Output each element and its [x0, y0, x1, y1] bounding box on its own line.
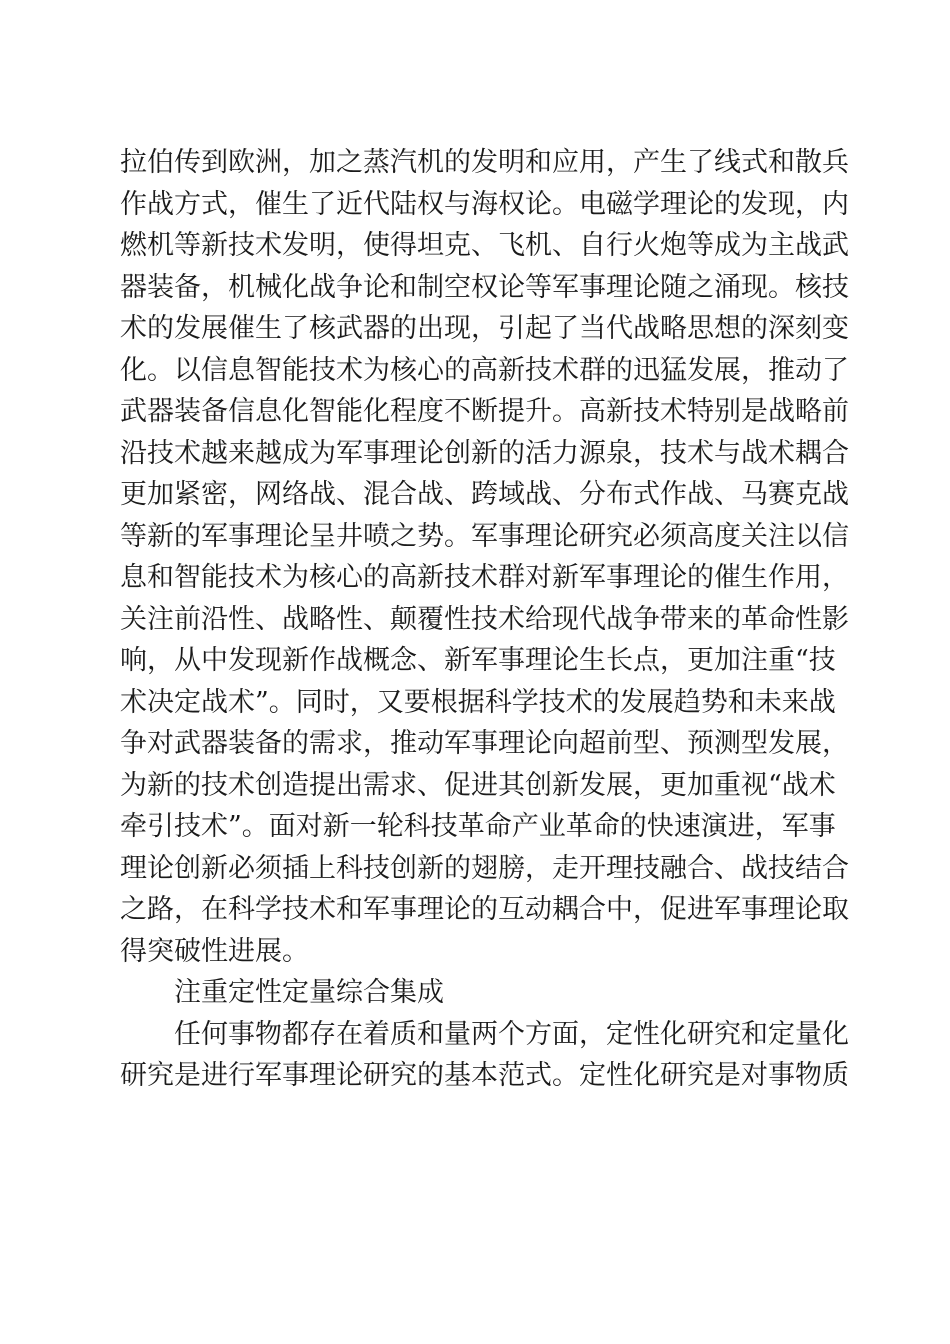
- paragraph-line: 息和智能技术为核心的高新技术群对新军事理论的催生作用，: [120, 562, 849, 593]
- paragraph-line: 武器装备信息化智能化程度不断提升。高新技术特别是战略前: [120, 396, 849, 427]
- paragraph-line: 器装备，机械化战争论和制空权论等军事理论随之涌现。核技: [120, 271, 849, 303]
- body-text: [120, 142, 849, 1097]
- paragraph-line: 牵引技术”。面对新一轮科技革命产业革命的快速演进，军事: [120, 811, 836, 842]
- paragraph-line: 研究是进行军事理论研究的基本范式。定性化研究是对事物质: [120, 1060, 849, 1091]
- paragraph-line: 得突破性进展。: [120, 935, 309, 967]
- paragraph-line: 拉伯传到欧洲，加之蒸汽机的发明和应用，产生了线式和散兵: [120, 147, 849, 178]
- paragraph-line: 争对武器装备的需求，推动军事理论向超前型、预测型发展，: [120, 728, 849, 759]
- paragraph-line: 为新的技术创造提出需求、促进其创新发展，更加重视“战术: [120, 769, 836, 801]
- paragraph-line: 关注前沿性、战略性、颠覆性技术给现代战争带来的革命性影: [120, 603, 849, 635]
- paragraph-line: 任何事物都存在着质和量两个方面，定性化研究和定量化: [174, 1018, 849, 1050]
- paragraph-line: 等新的军事理论呈井喷之势。军事理论研究必须高度关注以信: [120, 520, 849, 552]
- section-heading: 注重定性定量综合集成: [174, 977, 444, 1008]
- paragraph-line: 理论创新必须插上科技创新的翅膀，走开理技融合、战技结合: [120, 852, 849, 884]
- paragraph-1: [120, 142, 849, 972]
- paragraph-line: 术的发展催生了核武器的出现，引起了当代战略思想的深刻变: [120, 313, 849, 344]
- paragraph-line: 沿技术越来越成为军事理论创新的活力源泉，技术与战术耦合: [120, 437, 849, 469]
- paragraph-line: 化。以信息智能技术为核心的高新技术群的迅猛发展，推动了: [120, 354, 849, 386]
- paragraph-line: 燃机等新技术发明，使得坦克、飞机、自行火炮等成为主战武: [120, 230, 849, 261]
- paragraph-line: 作战方式，催生了近代陆权与海权论。电磁学理论的发现，内: [120, 188, 849, 220]
- paragraph-line: 响，从中发现新作战概念、新军事理论生长点，更加注重“技: [120, 645, 836, 676]
- paragraph-2: [120, 1014, 849, 1097]
- paragraph-line: 更加紧密，网络战、混合战、跨域战、分布式作战、马赛克战: [120, 479, 849, 510]
- paragraph-line: 之路，在科学技术和军事理论的互动耦合中，促进军事理论取: [120, 894, 849, 925]
- paragraph-line: 术决定战术”。同时，又要根据科学技术的发展趋势和未来战: [120, 686, 836, 718]
